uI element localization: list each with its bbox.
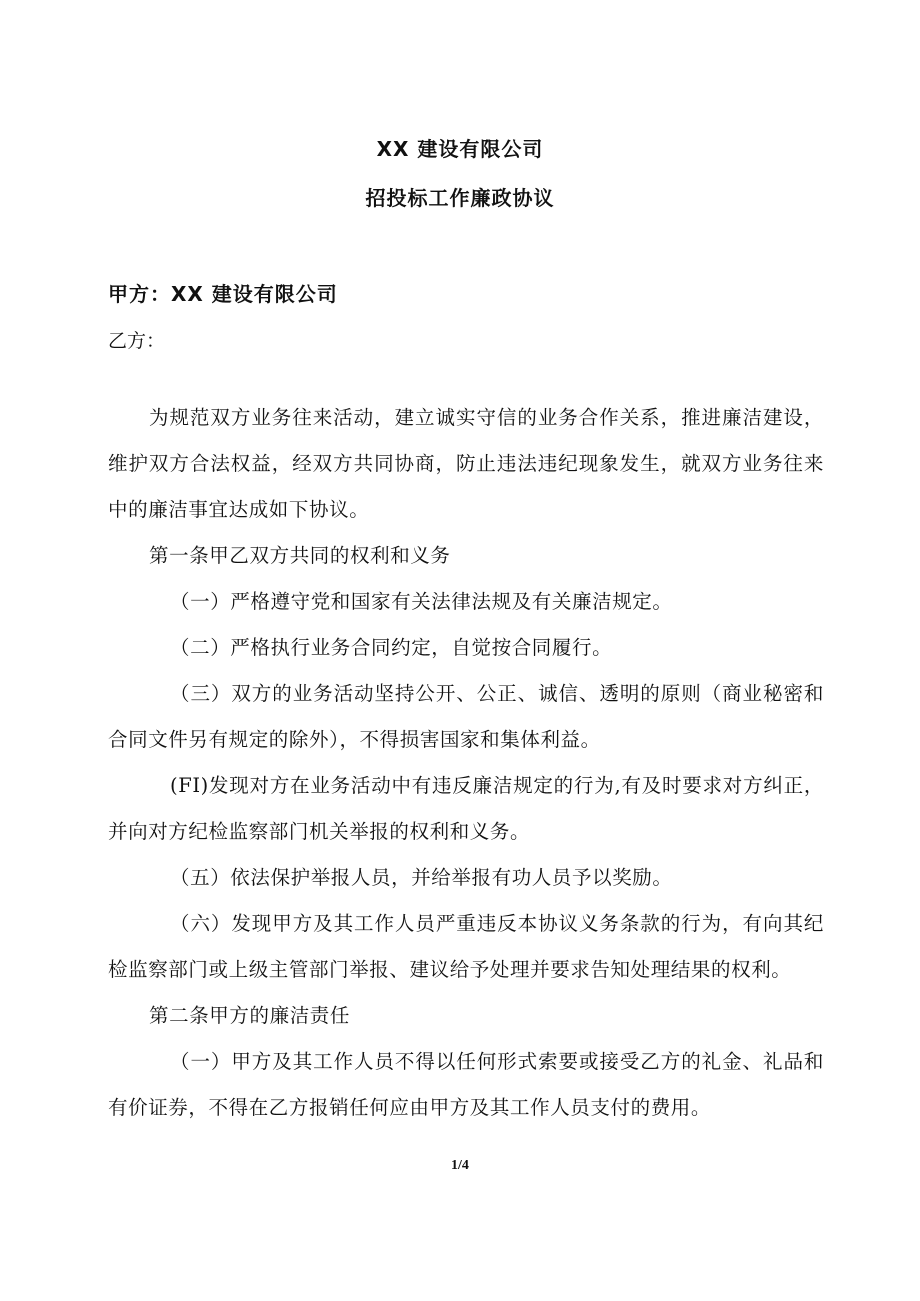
party-a-line: 甲方：XX 建设有限公司 [108,282,338,306]
agreement-title: 招投标工作廉政协议 [365,186,555,210]
article-1-clause-2: （二）严格执行业务合同约定，自觉按合同履行。 [170,636,613,659]
article-1-heading: 第一条甲乙双方共同的权利和义务 [149,544,451,567]
article-1-clause-1: （一）严格遵守党和国家有关法律法规及有关廉洁规定。 [170,590,673,613]
page-number: 1/4 [451,1158,469,1173]
article-1-clause-5: （五）依法保护举报人员，并给举报有功人员予以奖励。 [170,866,673,889]
article-1-clause-6: （六）发现甲方及其工作人员严重违反本协议义务条款的行为，有向其纪检监察部门或上级主管部门举报、建议给予处理并要求告知处理结果的权利。 [108,912,824,981]
article-1-clause-4: (FI)发现对方在业务活动中有违反廉洁规定的行为,有及时要求对方纠正，并向对方纪检监察部门机关举报的权利和义务。 [108,774,824,843]
article-2-heading: 第二条甲方的廉洁责任 [149,1004,351,1027]
article-2-clause-1: （一）甲方及其工作人员不得以任何形式索要或接受乙方的礼金、礼品和有价证券，不得在乙方报销任何应由甲方及其工作人员支付的费用。 [108,1050,824,1119]
agreement-body [108,395,824,1131]
preamble-paragraph: 为规范双方业务往来活动，建立诚实守信的业务合作关系，推进廉洁建设，维护双方合法权益，经双方共同协商，防止违法违纪现象发生，就双方业务往来中的廉洁事宜达成如下协议。 [108,406,824,521]
party-b-line: 乙方： [108,330,166,352]
company-title: XX 建设有限公司 [376,137,544,161]
article-1-clause-3: （三）双方的业务活动坚持公开、公正、诚信、透明的原则（商业秘密和合同文件另有规定的除外），不得损害国家和集体利益。 [108,682,824,751]
